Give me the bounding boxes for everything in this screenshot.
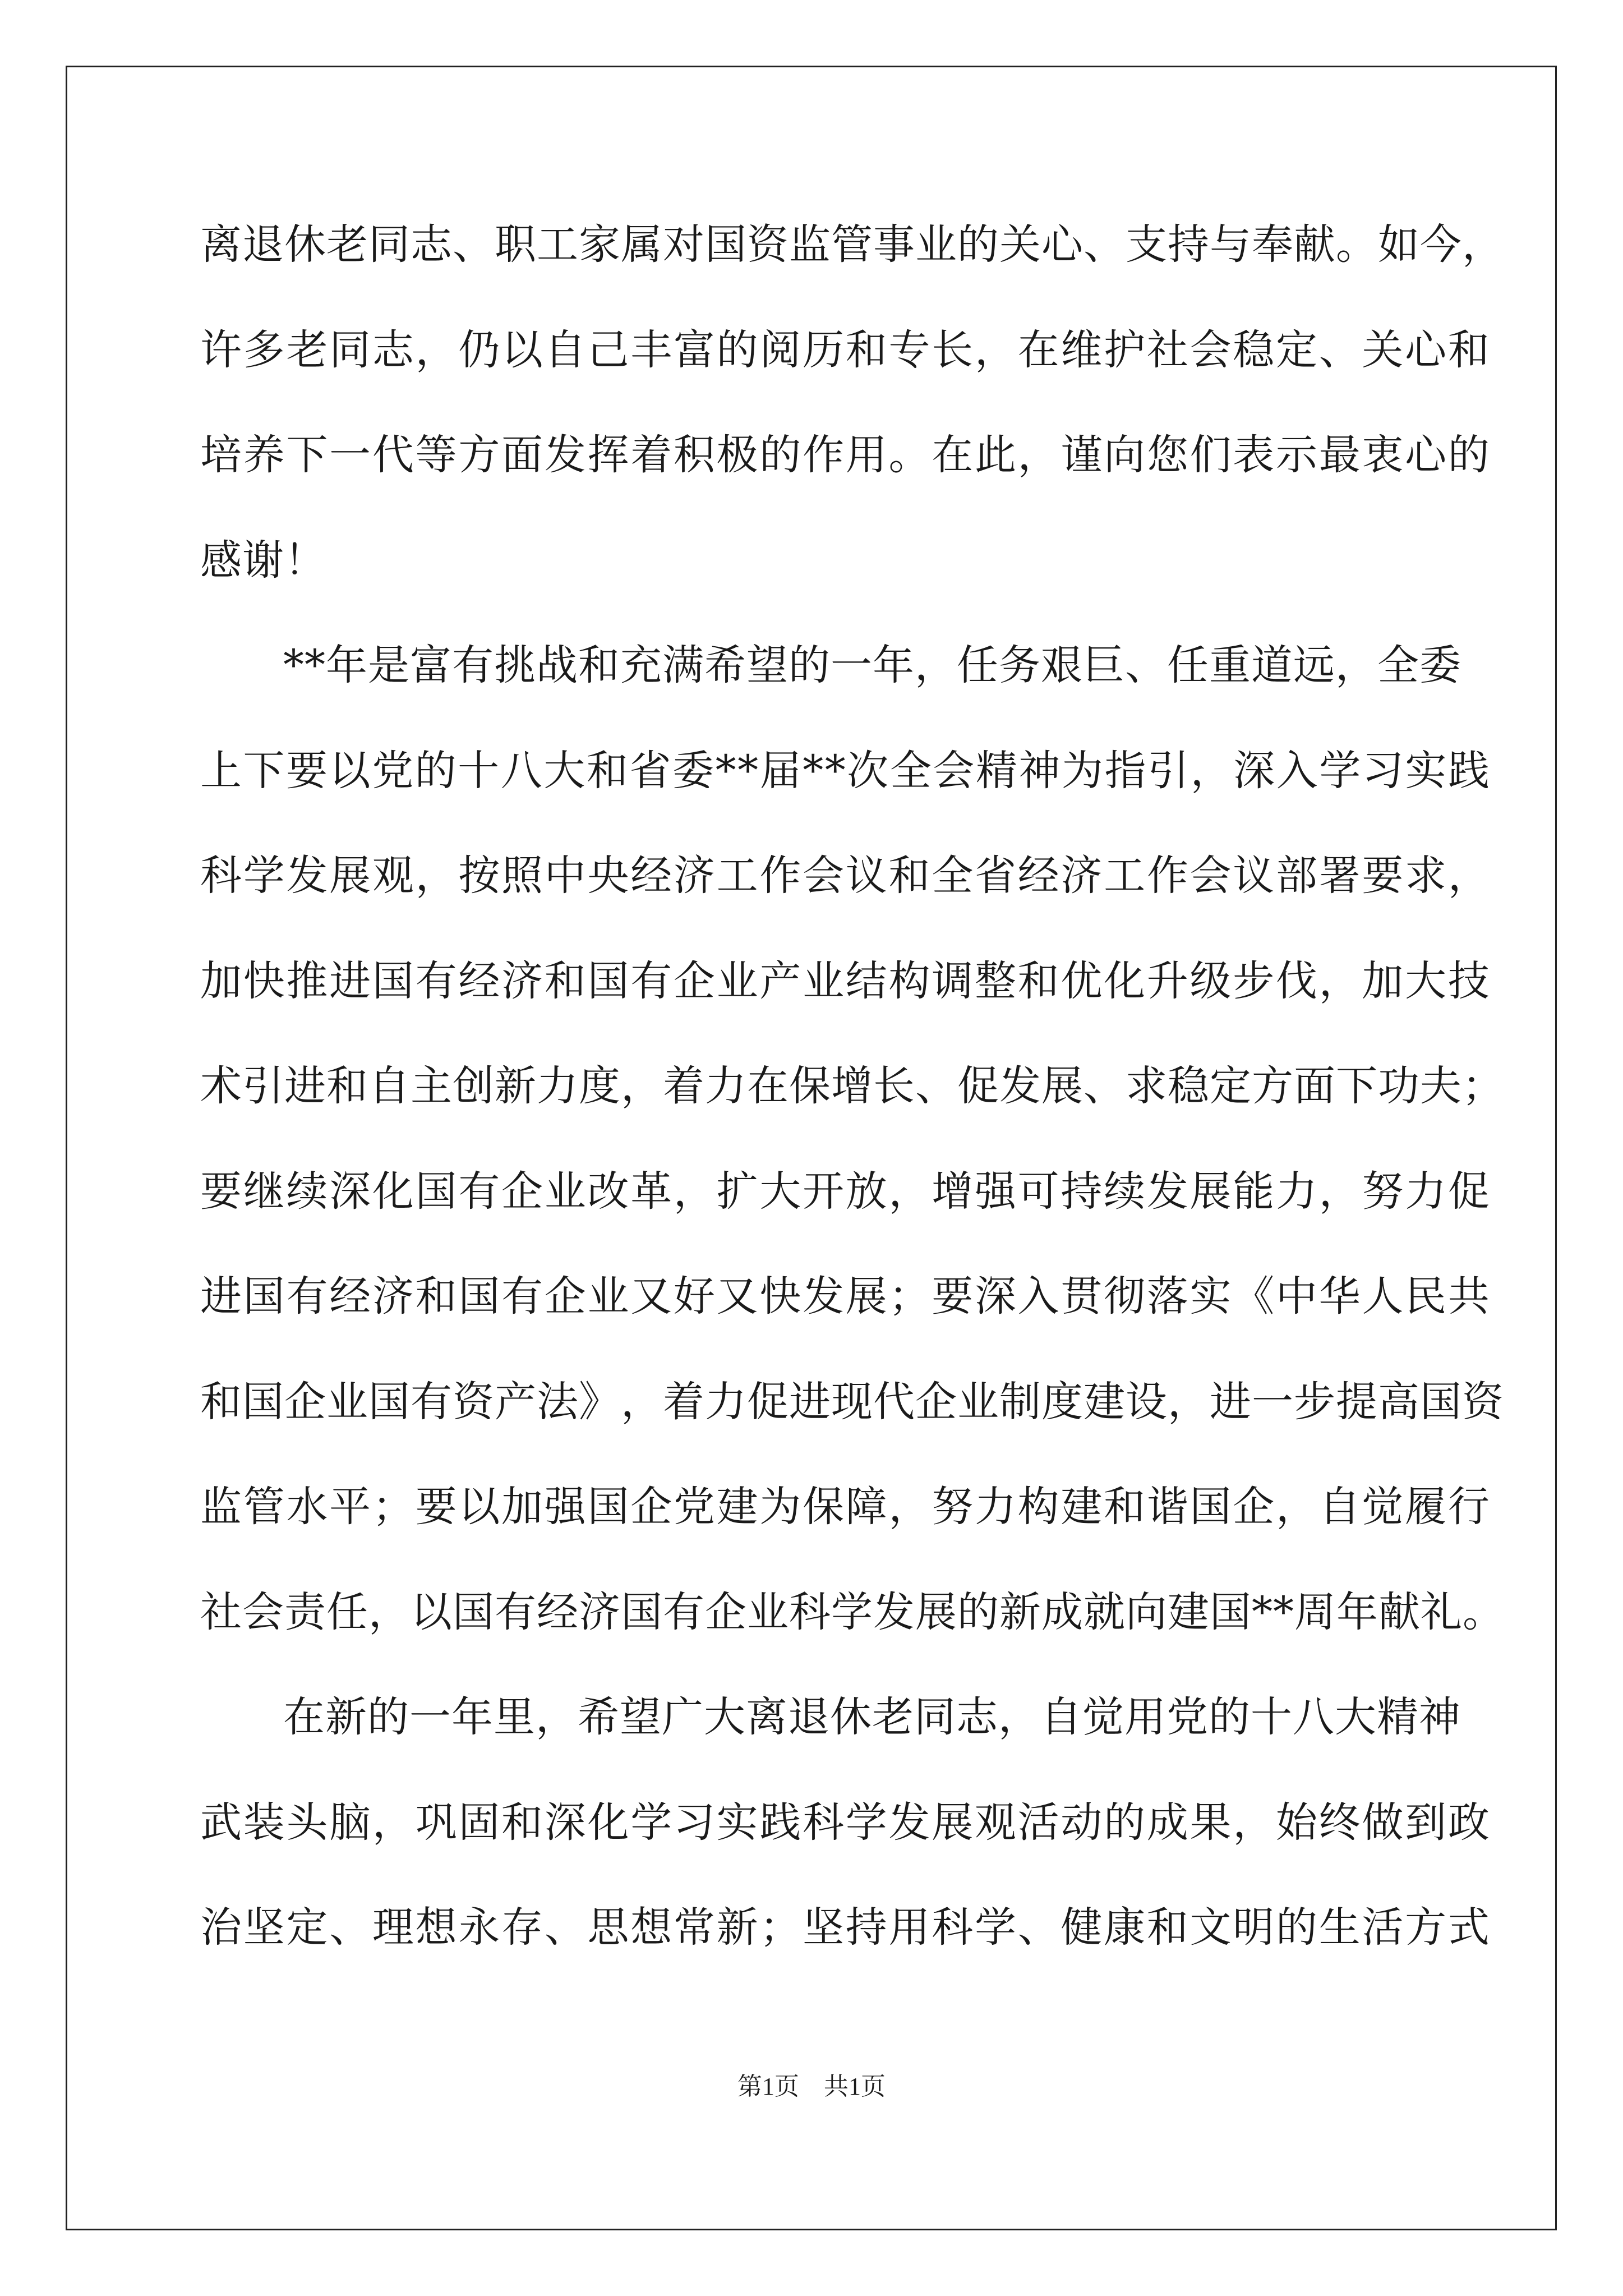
text-line: 科 学 发 展 观 ， 按 照 中 央 经 济 工 作 会 议 和 全 省 经 济 工 作 会 议 部 署 要 求 ， (200, 852, 1490, 900)
text-line: 上 下 要 以 党 的 十 八 大 和 省 委 * * 届 * * 次 全 会 精 神 为 指 引 ， 深 入 学 习 实 践 (200, 746, 1490, 795)
text-line: 武 装 头 脑 ， 巩 固 和 深 化 学 习 实 践 科 学 发 展 观 活 动 的 成 果 ， 始 终 做 到 政 (200, 1798, 1490, 1847)
text-line: 要 继 续 深 化 国 有 企 业 改 革 ， 扩 大 开 放 ， 增 强 可 持 续 发 展 能 力 ， 努 力 促 (200, 1167, 1490, 1216)
text-line: 术 引 进 和 自 主 创 新 力 度 ， 着 力 在 保 增 长 、 促 发 展 、 求 稳 定 方 面 下 功 夫 ； (200, 1062, 1504, 1110)
text-line: 离 退 休 老 同 志 、 职 工 家 属 对 国 资 监 管 事 业 的 关 心 、 支 持 与 奉 献 。 如 今 ， (200, 220, 1504, 269)
paragraph-first-line: 在新的一年里，希望广大离退休老同志，自觉用党的十八大精神 (283, 1693, 1461, 1741)
paragraph-first-line: **年是富有挑战和充满希望的一年，任务艰巨、任重道远，全委 (283, 641, 1461, 689)
text-line: 感谢！ (200, 536, 326, 585)
text-line: 许 多 老 同 志 ， 仍 以 自 己 丰 富 的 阅 历 和 专 长 ， 在 维 护 社 会 稳 定 、 关 心 和 (200, 325, 1490, 374)
document-body (200, 192, 1505, 1981)
text-line: 社 会 责 任 ， 以 国 有 经 济 国 有 企 业 科 学 发 展 的 新 成 就 向 建 国 * * 周 年 献 礼 。 (200, 1588, 1505, 1636)
text-line: 和 国 企 业 国 有 资 产 法 》 ， 着 力 促 进 现 代 企 业 制 度 建 设 ， 进 一 步 提 高 国 资 (200, 1377, 1504, 1426)
text-line: 进 国 有 经 济 和 国 有 企 业 又 好 又 快 发 展 ； 要 深 入 贯 彻 落 实 《 中 华 人 民 共 (200, 1272, 1490, 1320)
text-line: 治 坚 定 、 理 想 永 存 、 思 想 常 新 ； 坚 持 用 科 学 、 健 康 和 文 明 的 生 活 方 式 (200, 1903, 1490, 1952)
text-line: 监 管 水 平 ； 要 以 加 强 国 企 党 建 为 保 障 ， 努 力 构 建 和 谐 国 企 ， 自 觉 履 行 (200, 1483, 1490, 1531)
text-line: 培 养 下 一 代 等 方 面 发 挥 着 积 极 的 作 用 。 在 此 ， 谨 向 您 们 表 示 最 衷 心 的 (200, 431, 1490, 479)
text-line: 加 快 推 进 国 有 经 济 和 国 有 企 业 产 业 结 构 调 整 和 优 化 升 级 步 伐 ， 加 大 技 (200, 956, 1490, 1005)
page-number-footer: 第1页 共1页 (737, 2073, 886, 2100)
